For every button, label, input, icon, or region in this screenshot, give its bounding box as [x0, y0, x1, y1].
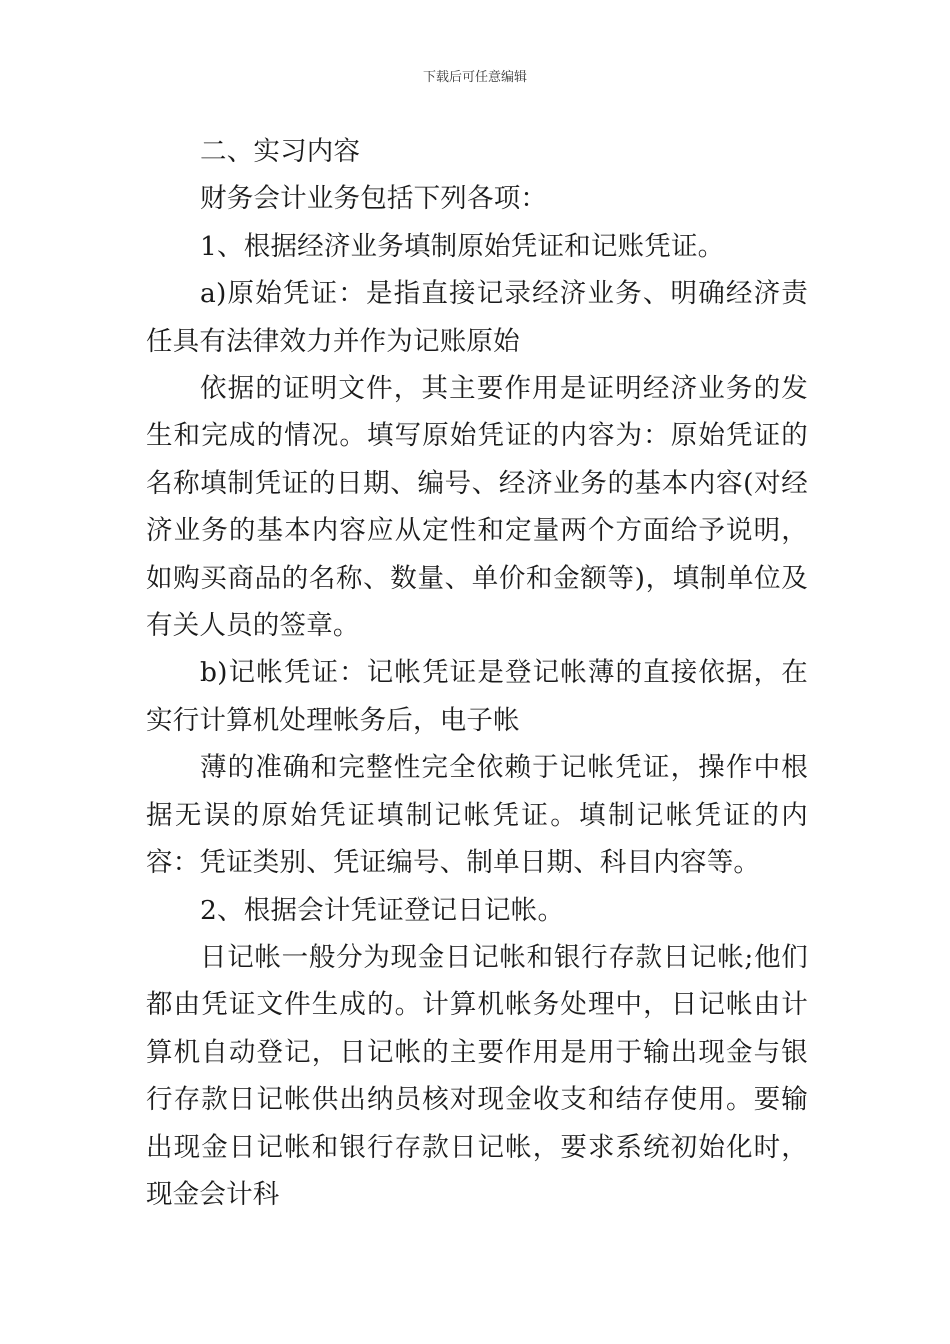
paragraph: a)原始凭证：是指直接记录经济业务、明确经济责任具有法律效力并作为记账原始	[146, 278, 808, 357]
paragraph: 依据的证明文件，其主要作用是证明经济业务的发生和完成的情况。填写原始凭证的内容为：原始凭证的名称填制凭证的日期、编号、经济业务的基本内容(对经济业务的基本内容应从定性和定量两个方面给予说明，如购买商品的名称、数量、单价和金额等)，填制单位及有关人员的签章。	[146, 373, 808, 642]
section-heading: 二、实习内容	[200, 136, 361, 167]
paragraph: b)记帐凭证：记帐凭证是登记帐薄的直接依据，在实行计算机处理帐务后，电子帐	[146, 657, 808, 736]
page-header: 下载后可任意编辑	[422, 70, 527, 85]
paragraph: 财务会计业务包括下列各项：	[200, 183, 548, 215]
paragraph: 1、根据经济业务填制原始凭证和记账凭证。	[200, 230, 725, 262]
paragraph: 薄的准确和完整性完全依赖于记帐凭证，操作中根据无误的原始凭证填制记帐凭证。填制记帐凭证的内容：凭证类别、凭证编号、制单日期、科目内容等。	[146, 752, 808, 879]
paragraph: 日记帐一般分为现金日记帐和银行存款日记帐;他们都由凭证文件生成的。计算机帐务处理中，日记帐由计算机自动登记，日记帐的主要作用是用于输出现金与银行存款日记帐供出纳员核对现金收支和结存使用。要输出现金日记帐和银行存款日记帐，要求系统初始化时，现金会计科	[146, 941, 808, 1210]
document-body	[146, 128, 808, 1218]
paragraph: 2、根据会计凭证登记日记帐。	[200, 894, 565, 926]
